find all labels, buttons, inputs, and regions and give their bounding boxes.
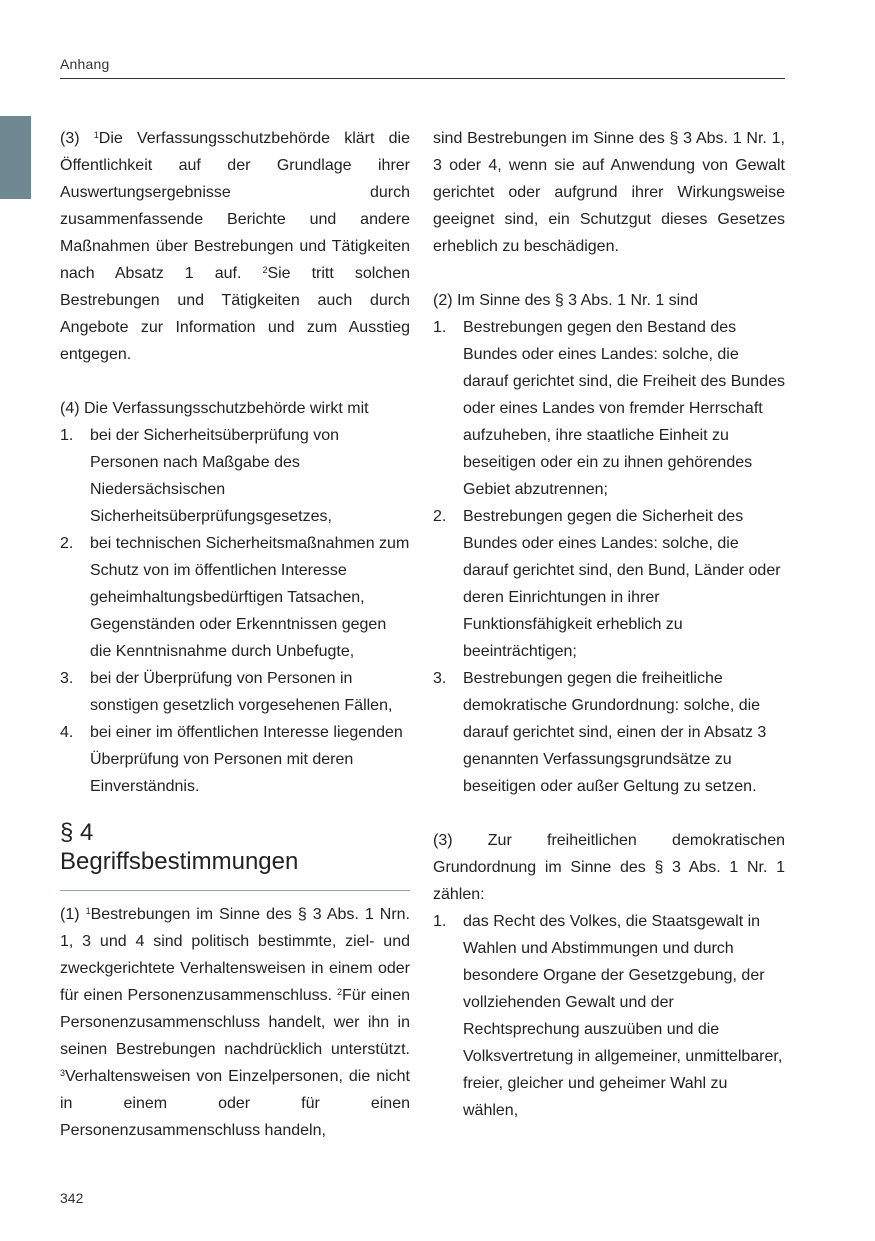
list-item: 2. bei technischen Sicherheitsmaßnahmen zum Schutz von im öffentlichen Interesse geheimhaltungsbedürftigen Tatsachen, Gegenständen oder Erkenntnissen gegen die Kenntnisnahme durch Unbefugte,	[60, 535, 410, 660]
list-item: 1. das Recht des Volkes, die Staatsgewalt in Wahlen und Abstimmungen und durch besondere Organe der Gesetzgebung, der vollziehenden Gewalt und der Rechtsprechung auszuüben und die Volksvertretung in allgemeiner, unmittelbarer, freier, gleicher und geheimer Wahl zu wählen,	[433, 913, 783, 1119]
list-item: 4. bei einer im öffentlichen Interesse liegenden Überprüfung von Personen mit deren Einverständnis.	[60, 724, 403, 795]
chapter-side-tab	[0, 116, 31, 199]
list-item: 1. bei der Sicherheitsüberprüfung von Personen nach Maßgabe des Niedersächsischen Sicherheitsüberprüfungsgesetzes,	[60, 427, 340, 525]
paragraph-4-intro: (4) Die Verfassungsschutzbehörde wirkt mit	[60, 400, 369, 417]
paragraph-3-list	[433, 908, 785, 1124]
left-column	[60, 125, 410, 1144]
right-column	[433, 125, 785, 1124]
running-title: Anhang	[60, 56, 110, 72]
paragraph-1-continuation: sind Bestrebungen im Sinne des § 3 Abs. 1 Nr. 1, 3 oder 4, wenn sie auf Anwendung von Gewalt gerichtet oder aufgrund ihrer Wirkungsweise geeignet sind, ein Schutzgut dieses Gesetzes erheblich zu beschädigen.	[433, 130, 785, 255]
section-heading	[60, 818, 410, 876]
list-item: 1. Bestrebungen gegen den Bestand des Bundes oder eines Landes: solche, die darauf gerichtet sind, die Freiheit des Bundes oder eines Landes von fremder Herrschaft aufzuheben, ihre staatliche Einheit zu beseitigen oder ein zu ihnen gehörendes Gebiet abzutrennen;	[433, 319, 785, 498]
list-item: 2. Bestrebungen gegen die Sicherheit des Bundes oder eines Landes: solche, die darauf gerichtet sind, den Bund, Länder oder deren Einrichtungen in ihrer Funktionsfähigkeit erheblich zu beeinträchtigen;	[433, 508, 781, 660]
section-4-paragraph-1: (1) $^1$Bestrebungen im Sinne des § 3 Abs. 1 Nrn. 1, 3 und 4 sind politisch bestimmte, ziel- und zweckgerichtete Verhaltensweisen in einem oder für einen Personenzusammenschluss. $^2$Für einen Personenzusammenschluss handelt, wer ihn in seinen Bestrebungen nachdrücklich unterstützt. $^3$Verhaltensweisen von Einzelpersonen, die nicht in einem oder für einen Personenzusammenschluss handeln,	[60, 906, 411, 1139]
list-item: 3. Bestrebungen gegen die freiheitliche demokratische Grundordnung: solche, die darauf gerichtet sind, einen der in Absatz 3 genannten Verfassungsgrundsätze zu beseitigen oder außer Geltung zu setzen.	[433, 670, 767, 795]
list-item: 3. bei der Überprüfung von Personen in sonstigen gesetzlich vorgesehenen Fällen,	[60, 670, 393, 714]
page-number: 342	[60, 1190, 84, 1206]
section-rule	[60, 890, 410, 891]
section-title: Begriffsbestimmungen	[60, 848, 299, 875]
header-rule	[60, 78, 785, 79]
paragraph-2-intro: (2) Im Sinne des § 3 Abs. 1 Nr. 1 sind	[433, 292, 699, 309]
section-number: § 4	[60, 819, 94, 846]
paragraph-3: (3) $^1$Die Verfassungsschutzbehörde klärt die Öffentlichkeit auf der Grundlage ihrer Auswertungsergebnisse durch zusammenfassende Berichte und andere Maßnahmen über Bestrebungen und Tätigkeiten nach Absatz 1 auf. $^2$Sie tritt solchen Bestrebungen und Tätigkeiten auch durch Angebote zur Information und zum Ausstieg entgegen.	[60, 130, 411, 363]
paragraph-4-list	[60, 422, 410, 800]
paragraph-2-list	[433, 314, 785, 800]
paragraph-3-intro: (3) Zur freiheitlichen demokratischen Grundordnung im Sinne des § 3 Abs. 1 Nr. 1 zählen:	[433, 832, 785, 903]
